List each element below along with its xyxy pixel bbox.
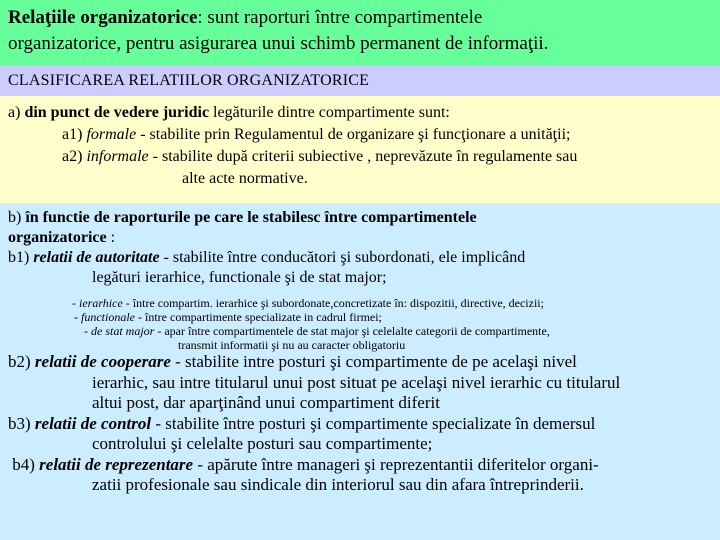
section-b-intro-2 — [8, 228, 720, 248]
sub1-prefix: - — [72, 296, 79, 310]
sub3-text: - apar între compartimentele de stat major şi celelalte categorii de compartimente, — [154, 324, 550, 338]
b1-text: - stabilite între conducători şi subordonati, ele implicând — [159, 249, 526, 266]
b3-label: b3) — [8, 413, 35, 433]
sub2-prefix: - — [74, 310, 81, 324]
b4-term: relatii de reprezentare — [39, 454, 194, 474]
b4-label: b4) — [8, 454, 40, 474]
header-title-rest: : sunt raporturi între compartimentele — [197, 7, 483, 28]
classification-heading-band — [0, 66, 720, 96]
b2-label: b2) — [8, 352, 35, 371]
item-a2 — [8, 146, 720, 168]
b2-continuation-1: ierarhic, sau intre titularul unui post situat pe acelaşi nivel ierarhic cu titularul — [92, 372, 621, 392]
sub1-text: - între compartim. ierarhice şi subordonate,concretizate în: dispozitii, directive, decizii; — [122, 296, 544, 310]
b3-continuation: controlului şi celelalte posturi sau compartimente; — [92, 434, 433, 453]
b2-term: relatii de cooperare — [34, 352, 171, 371]
header-line-1 — [8, 5, 712, 31]
slide-header — [0, 0, 720, 66]
section-a-bold: din punct de vedere juridic — [24, 104, 210, 121]
section-b-rest-2: : — [106, 229, 116, 246]
sub3-prefix: - — [84, 324, 91, 338]
item-a1 — [8, 124, 720, 146]
b2-text: - stabilite intre posturi şi compartimente de pe acelaşi nivel — [170, 352, 577, 371]
header-line-2: organizatorice, pentru asigurarea unui schimb permanent de informaţii. — [8, 33, 549, 54]
a1-term: formale — [86, 126, 137, 143]
section-b-bold-1: în functie de raporturile pe care le stabilesc între compartimentele — [25, 209, 477, 226]
b1-term: relatii de autoritate — [33, 249, 160, 266]
item-b3 — [8, 414, 720, 435]
section-a-intro — [8, 102, 720, 124]
item-b1 — [8, 248, 720, 268]
a2-continuation: alte acte normative. — [182, 170, 308, 187]
sub1-term: ierarhice — [79, 296, 123, 310]
a2-term: informale — [86, 148, 149, 165]
header-title-bold: Relaţiile organizatorice — [8, 7, 198, 28]
b4-text: - apărute între manageri şi reprezentantii diferitelor organi- — [193, 454, 599, 474]
section-b-intro-1 — [8, 208, 720, 228]
section-b-bold-2: organizatorice — [8, 229, 107, 246]
b3-text: - stabilite între posturi şi compartimente specializate în demersul — [151, 413, 596, 433]
section-b-prefix: b) — [8, 209, 26, 226]
sub-item-stat-major — [8, 324, 720, 338]
b2-continuation-2: altui post, dar aparţinând unui compartiment diferit — [92, 393, 440, 412]
b1-continuation: legături ierarhice, functionale şi de stat major; — [92, 269, 387, 286]
item-b4 — [8, 455, 720, 476]
b4-continuation: zatii profesionale sau sindicale din interiorul sau din afara întreprinderii. — [92, 475, 584, 494]
sub3-continuation: transmit informatii şi nu au caracter obligatoriu — [178, 338, 406, 352]
b3-term: relatii de control — [34, 413, 152, 433]
sub-item-functionale — [8, 310, 720, 324]
classification-heading: CLASIFICAREA RELATIILOR ORGANIZATORICE — [8, 72, 370, 89]
a2-label: a2) — [62, 148, 87, 165]
b1-label: b1) — [8, 249, 34, 266]
section-b-raporturi — [0, 203, 720, 540]
a1-label: a1) — [62, 126, 87, 143]
section-a-prefix: a) — [8, 104, 25, 121]
section-a-rest: legăturile dintre compartimente sunt: — [209, 104, 450, 121]
a1-text: - stabilite prin Regulamentul de organizare şi funcţionare a unităţii; — [136, 126, 571, 143]
sub2-term: functionale — [81, 310, 135, 324]
item-b2 — [8, 352, 720, 373]
a2-text: - stabilite după criterii subiective , neprevăzute în regulamente sau — [148, 148, 578, 165]
section-a-juridic — [0, 96, 720, 203]
sub2-text: - între compartimente specializate in cadrul firmei; — [135, 310, 382, 324]
sub-item-ierarhice — [8, 296, 720, 310]
sub3-term: de stat major — [91, 324, 155, 338]
